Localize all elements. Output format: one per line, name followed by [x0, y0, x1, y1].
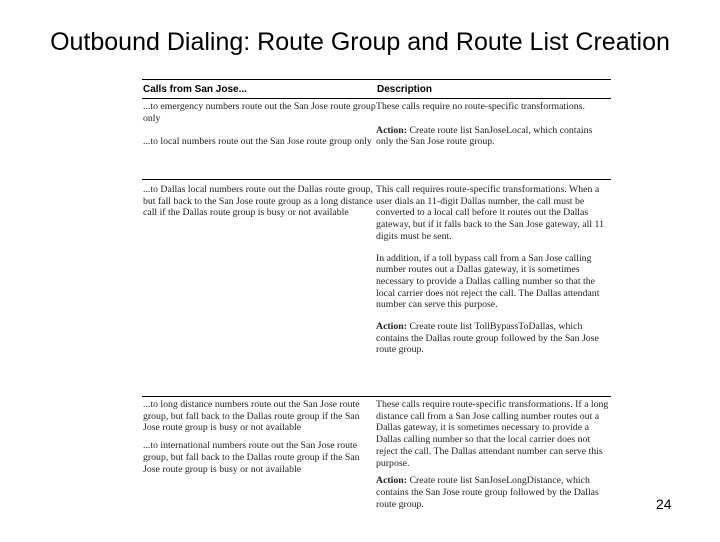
action-description: Create route list SanJoseLongDistance, which contains the San Jose route group followed by the Dallas route group.: [376, 475, 599, 510]
calls-cell: [142, 397, 376, 542]
action-label: Action:: [376, 475, 408, 487]
table-row: [142, 99, 611, 180]
table-row: [142, 180, 611, 397]
action-label: Action:: [376, 124, 408, 136]
table-header: [142, 80, 611, 99]
description-cell: [376, 99, 611, 179]
action-text: [376, 125, 611, 148]
column-header-calls: Calls from San Jose...: [143, 84, 247, 95]
page-number: 24: [656, 496, 672, 512]
calls-cell: [142, 99, 376, 179]
description-text: These calls require no route-specific transformations.: [376, 101, 585, 112]
routing-table: [142, 79, 611, 542]
call-scenario: ...to international numbers route out the San Jose route group, but fall back to the Dallas route group if the San Jose route group is busy or not available: [143, 440, 360, 475]
action-label: Action:: [376, 321, 408, 333]
table-row: [142, 397, 611, 542]
action-description: Create route list TollBypassToDallas, which contains the Dallas route group followed by the San Jose route group.: [376, 321, 599, 356]
call-scenario: ...to Dallas local numbers route out the Dallas route group, but fall back to the San Jose route group as a long distance call if the Dallas route group is busy or not available: [143, 184, 373, 219]
action-text: [376, 321, 611, 356]
slide-title: Outbound Dialing: Route Group and Route List Creation: [50, 28, 670, 56]
description-text: This call requires route-specific transformations. When a user dials an 11-digit Dallas number, the call must be converted to a local call before it routes out the Dallas gateway, but if it falls back to the San Jose gateway, all 11 digits must be sent.: [376, 184, 604, 242]
description-text: In addition, if a toll bypass call from a San Jose calling number routes out a Dallas gateway, it is sometimes necessary to provide a Dallas calling number so that the local carrier does not reject the call. The Dallas attendant number can serve this purpose.: [376, 252, 600, 311]
calls-cell: [142, 180, 376, 396]
description-cell: [376, 180, 611, 396]
description-text: These calls require route-specific transformations. If a long distance call from a San Jose calling number routes out a Dallas gateway, it is sometimes necessary to provide a Dallas calling number so that the local carrier does not reject the call. The Dallas attendant number can serve this purpose.: [376, 399, 609, 469]
action-description: Create route list SanJoseLocal, which contains only the San Jose route group.: [376, 124, 593, 148]
call-scenario: ...to emergency numbers route out the San Jose route group only: [143, 101, 376, 124]
call-scenario: ...to long distance numbers route out the San Jose route group, but fall back to the Dallas route group if the San Jose route group is busy or not available: [143, 399, 360, 434]
description-cell: [376, 397, 611, 542]
call-scenario: ...to local numbers route out the San Jose route group only: [143, 136, 372, 148]
action-text: [376, 475, 611, 510]
column-header-description: Description: [377, 84, 433, 95]
